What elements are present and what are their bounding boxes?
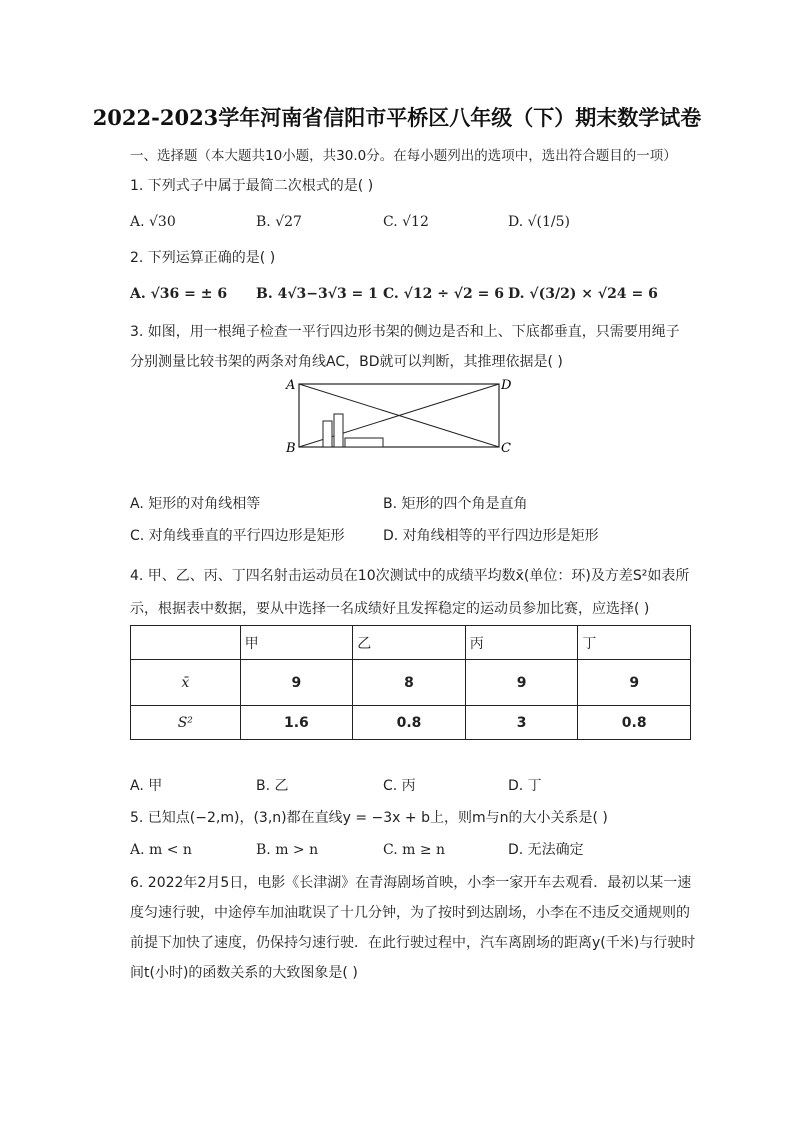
table-cell: 0.8 <box>353 706 466 740</box>
book-2 <box>334 414 343 447</box>
table-cell: 3 <box>465 706 578 740</box>
question-3-stem-line-2: 分别测量比较书架的两条对角线AC，BD就可以判断，其推理依据是( ) <box>130 354 563 370</box>
question-5-option-d: D. 无法确定 <box>508 842 584 858</box>
book-1 <box>323 421 332 447</box>
table-cell: 9 <box>240 660 353 706</box>
table-cell: 8 <box>353 660 466 706</box>
question-4-option-b: B. 乙 <box>256 778 289 794</box>
question-4-stem-line-1: 4. 甲、乙、丙、丁四名射击运动员在10次测试中的成绩平均数x̄(单位：环)及方差S²如表所 <box>130 568 690 584</box>
question-2-option-b: B. 4√3−3√3 = 1 <box>256 286 378 302</box>
question-1-option-d: D. √(1/5) <box>508 214 571 230</box>
question-2-option-c: C. √12 ÷ √2 = 6 <box>383 286 504 302</box>
vertex-label-b: B <box>286 441 296 456</box>
table-header-cell: 乙 <box>353 626 466 660</box>
table-header-cell: 丁 <box>578 626 691 660</box>
book-3 <box>345 438 383 447</box>
question-6-line-4: 间t(小时)的函数关系的大致图象是( ) <box>130 965 358 981</box>
bookshelf-rectangle-figure <box>282 374 522 464</box>
question-2-stem: 2. 下列运算正确的是( ) <box>130 250 276 266</box>
question-2-option-a: A. √36 = ± 6 <box>130 286 228 302</box>
table-row <box>131 660 691 706</box>
question-6-line-2: 度匀速行驶，中途停车加油耽误了十几分钟，为了按时到达剧场，小李在不违反交通规则的 <box>130 905 690 921</box>
table-row-label-variance: S² <box>131 706 241 740</box>
question-3-option-a: A. 矩形的对角线相等 <box>130 496 261 512</box>
table-header-cell: 甲 <box>240 626 353 660</box>
question-1-option-b: B. √27 <box>256 214 302 230</box>
question-1-option-a: A. √30 <box>130 214 176 230</box>
vertex-label-c: C <box>501 441 511 456</box>
vertex-label-a: A <box>286 378 296 393</box>
question-5-stem: 5. 已知点(−2,m)，(3,n)都在直线y = −3x + b上，则m与n的大小关系是( ) <box>130 810 608 826</box>
question-6-line-1: 6. 2022年2月5日，电影《长津湖》在青海剧场首映，小李一家开车去观看．最初以某一速 <box>130 875 692 891</box>
table-header-cell: 丙 <box>465 626 578 660</box>
page-title: 2022-2023学年河南省信阳市平桥区八年级（下）期末数学试卷 <box>92 105 702 130</box>
question-1-option-c: C. √12 <box>383 214 429 230</box>
question-3-stem-line-1: 3. 如图，用一根绳子检查一平行四边形书架的侧边是否和上、下底都垂直，只需要用绳子 <box>130 324 680 340</box>
question-6-line-3: 前提下加快了速度，仍保持匀速行驶．在此行驶过程中，汽车离剧场的距离y(千米)与行驶时 <box>130 935 696 951</box>
question-5-option-c: C. m ≥ n <box>383 842 446 858</box>
question-3-option-b: B. 矩形的四个角是直角 <box>383 496 528 512</box>
score-table <box>130 625 691 740</box>
question-1-stem: 1. 下列式子中属于最简二次根式的是( ) <box>130 178 374 194</box>
table-cell: 1.6 <box>240 706 353 740</box>
question-4-option-c: C. 丙 <box>383 778 416 794</box>
question-5-option-a: A. m < n <box>130 842 192 858</box>
question-2-option-d: D. √(3/2) × √24 = 6 <box>508 286 658 302</box>
section-heading: 一、选择题（本大题共10小题，共30.0分。在每小题列出的选项中，选出符合题目的一项） <box>130 148 677 164</box>
table-row <box>131 706 691 740</box>
table-header-cell <box>131 626 241 660</box>
table-cell: 9 <box>465 660 578 706</box>
question-4-option-a: A. 甲 <box>130 778 163 794</box>
table-cell: 9 <box>578 660 691 706</box>
question-4-stem-line-2: 示，根据表中数据，要从中选择一名成绩好且发挥稳定的运动员参加比赛，应选择( ) <box>130 601 650 617</box>
table-cell: 0.8 <box>578 706 691 740</box>
vertex-label-d: D <box>501 378 512 393</box>
table-row-label-mean: x̄ <box>131 660 241 706</box>
question-5-option-b: B. m > n <box>256 842 319 858</box>
question-3-option-c: C. 对角线垂直的平行四边形是矩形 <box>130 528 345 544</box>
question-4-option-d: D. 丁 <box>508 778 542 794</box>
table-header-row <box>131 626 691 660</box>
question-3-option-d: D. 对角线相等的平行四边形是矩形 <box>383 528 599 544</box>
